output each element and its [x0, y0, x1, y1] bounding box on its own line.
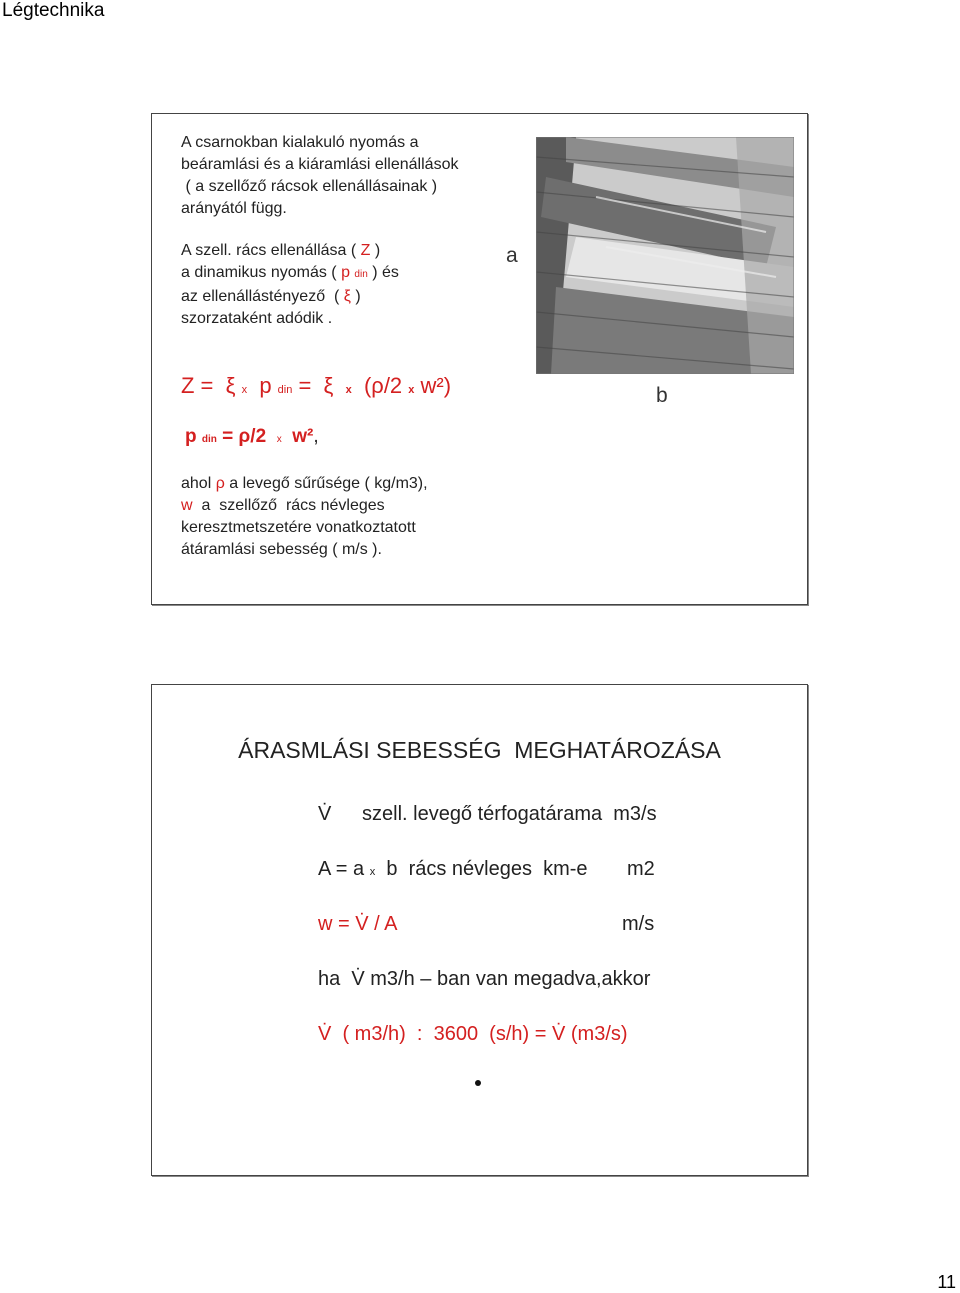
- eq-part: Z = ξ: [181, 373, 242, 398]
- eq-part: ,: [313, 426, 319, 447]
- document-title: Légtechnika: [2, 0, 105, 21]
- text: A szell. rács ellenállása (: [181, 242, 361, 259]
- subscript-din: din: [354, 269, 368, 280]
- text: ahol: [181, 475, 216, 492]
- explanation-line: keresztmetszetére vonatkoztatott: [181, 519, 416, 536]
- symbol-p: p: [341, 264, 350, 281]
- intro-line: ( a szellőző rácsok ellenállásainak ): [181, 178, 438, 195]
- airflow-definition: szell. levegő térfogatárama m3/s: [362, 803, 657, 825]
- times-sign: x: [345, 384, 352, 396]
- eq-part: A = a: [318, 858, 370, 880]
- explanation-line: [181, 473, 428, 495]
- definition-line: [181, 286, 399, 308]
- explanation-line: [181, 495, 428, 517]
- intro-paragraph: [181, 132, 458, 220]
- definition-line: [181, 240, 399, 262]
- symbol-rho: ρ: [215, 475, 225, 492]
- grille-photo: [536, 137, 794, 374]
- text: az ellenállástényező (: [181, 288, 344, 305]
- dimension-label-a: a: [506, 244, 518, 267]
- times-sign: x: [241, 384, 248, 396]
- text: ) és: [367, 264, 399, 281]
- page-number: 11: [937, 1272, 956, 1292]
- eq-part: (ρ/2: [351, 373, 409, 398]
- equation-pdin: [185, 426, 319, 451]
- slide-velocity-determination: [151, 684, 808, 1176]
- symbol-z: Z: [360, 242, 371, 259]
- eq-part: p: [247, 373, 278, 398]
- times-sign: x: [369, 866, 376, 878]
- explanation-paragraph: [181, 473, 428, 561]
- text: a dinamikus nyomás (: [181, 264, 342, 281]
- symbol-xi: ξ: [343, 288, 351, 305]
- symbol-v-dot: V̇: [318, 803, 332, 825]
- area-definition: [318, 858, 588, 881]
- definition-line: szorzataként adódik .: [181, 310, 333, 327]
- text: ): [370, 242, 381, 259]
- text: a szellőző rács névleges: [192, 497, 385, 514]
- area-unit: m2: [627, 858, 655, 880]
- intro-line: A csarnokban kialakuló nyomás a: [181, 134, 419, 151]
- slide-title: ÁRASMLÁSI SEBESSÉG MEGHATÁROZÁSA: [238, 737, 721, 763]
- eq-part: w²: [281, 426, 314, 447]
- subscript-din: din: [277, 384, 293, 396]
- times-sign: x: [408, 384, 415, 396]
- symbol-w: w: [181, 497, 193, 514]
- eq-part: = ξ: [292, 373, 346, 398]
- eq-part: w²): [414, 373, 452, 398]
- eq-part: p: [185, 426, 202, 447]
- intro-line: arányától függ.: [181, 200, 287, 217]
- dimension-label-b: b: [656, 384, 668, 407]
- explanation-line: átáramlási sebesség ( m/s ).: [181, 541, 382, 558]
- slide-grille-resistance: [151, 113, 808, 605]
- velocity-unit: m/s: [622, 913, 655, 935]
- times-sign: x: [276, 434, 282, 445]
- velocity-equation: w = V̇ / A: [318, 913, 398, 935]
- equation-z: [181, 375, 451, 401]
- definition-paragraph: [181, 240, 399, 330]
- intro-line: beáramlási és a kiáramlási ellenállások: [181, 156, 459, 173]
- conversion-condition: ha V̇ m3/h – ban van megadva,akkor: [318, 968, 651, 990]
- text: ): [350, 288, 361, 305]
- eq-part: b rács névleges km-e: [375, 858, 588, 880]
- subscript-din: din: [201, 434, 217, 445]
- definition-line: [181, 262, 399, 286]
- conversion-equation: V̇ ( m3/h) : 3600 (s/h) = V̇ (m3/s): [318, 1023, 628, 1045]
- bullet-point: [475, 1080, 481, 1086]
- text: a levegő sűrűsége ( kg/m3),: [224, 475, 428, 492]
- eq-part: = ρ/2: [216, 426, 277, 447]
